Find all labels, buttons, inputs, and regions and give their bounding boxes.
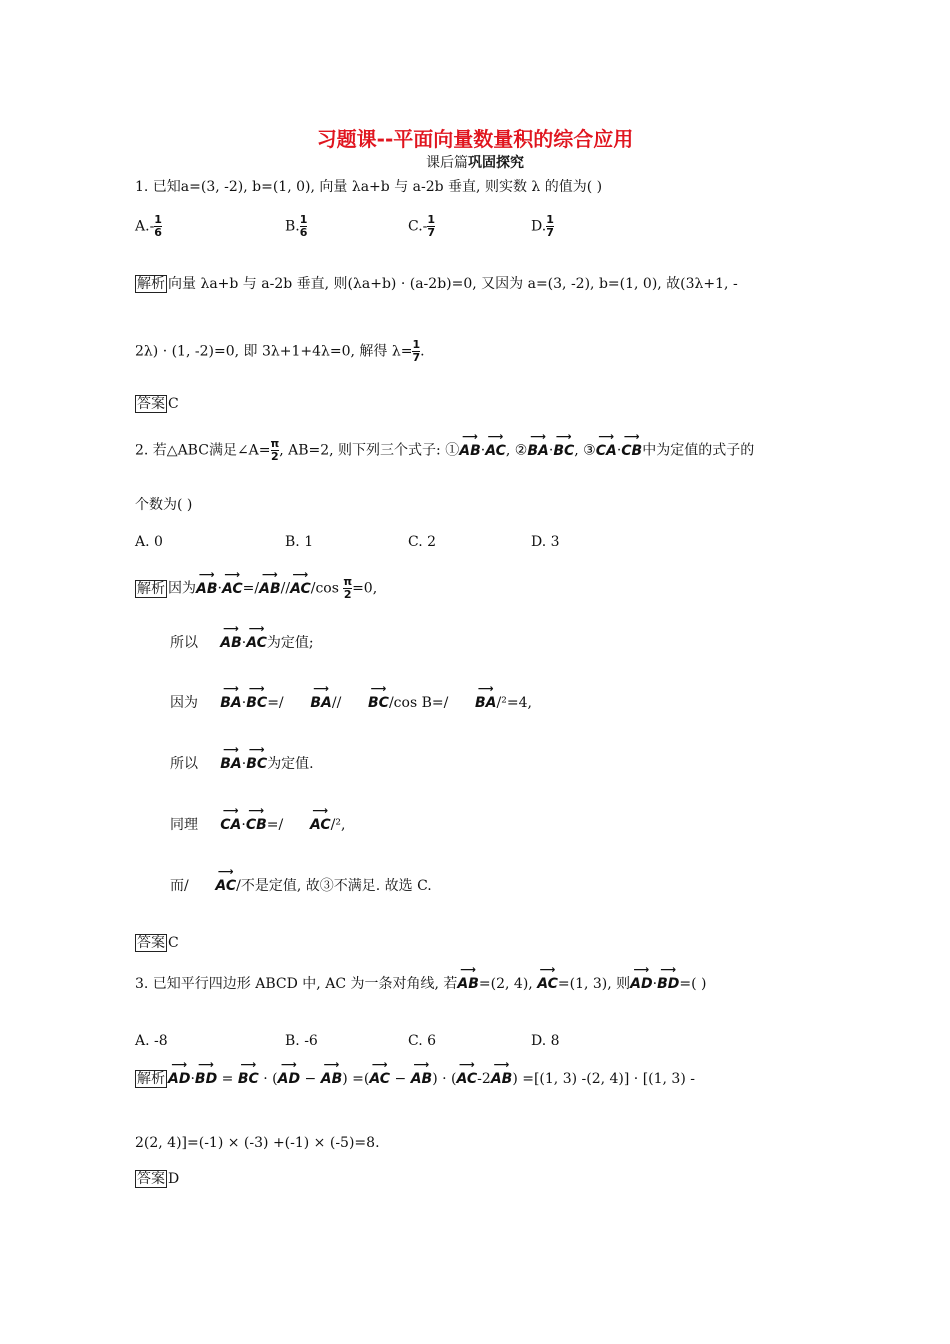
q3-option-d: D. 8 bbox=[531, 1033, 560, 1049]
vector-arrow-icon: ⟶ bbox=[222, 805, 239, 816]
vector-arrow-icon: ⟶ bbox=[460, 964, 477, 975]
vector-arrow-icon: ⟶ bbox=[280, 1059, 297, 1070]
vector-ad: AD ⟶ bbox=[277, 1059, 301, 1087]
vector-arrow-icon: ⟶ bbox=[198, 568, 215, 580]
vector-arrow-icon: ⟶ bbox=[633, 964, 650, 975]
vector-arrow-icon: ⟶ bbox=[223, 744, 239, 755]
vector-ac: AC ⟶ bbox=[456, 1059, 478, 1087]
vector-ba: BA ⟶ bbox=[310, 683, 332, 711]
vector-ac: AC ⟶ bbox=[537, 964, 558, 992]
vector-arrow-icon: ⟶ bbox=[371, 1059, 388, 1070]
q2-option-a: A. 0 bbox=[135, 534, 163, 550]
q2-step3: 所以 BA ⟶ ·BC ⟶ 为定值. bbox=[170, 744, 314, 772]
page-title: 习题课--平面向量数量积的综合应用 bbox=[316, 127, 634, 151]
q2-answer: 答案 C bbox=[137, 935, 179, 951]
vector-ba: BA ⟶ bbox=[220, 683, 242, 711]
vector-ab: AB ⟶ bbox=[410, 1059, 433, 1087]
q1-option-a: A.- $\frac{1}{6}$ bbox=[135, 213, 162, 239]
q2-step2: 因为 BA ⟶ ·BC ⟶ =/ BA ⟶ // BC ⟶ /cos B=/ BA ⟶ /²=4, bbox=[170, 683, 532, 711]
vector-arrow-icon: ⟶ bbox=[458, 1059, 475, 1070]
vector-arrow-icon: ⟶ bbox=[530, 430, 546, 442]
analysis-tag: 解析 bbox=[137, 276, 165, 292]
vector-arrow-icon: ⟶ bbox=[477, 683, 494, 694]
vector-ba: BA ⟶ bbox=[527, 430, 549, 459]
vector-arrow-icon: ⟶ bbox=[370, 683, 387, 694]
vector-ab: AB ⟶ bbox=[196, 568, 218, 597]
vector-arrow-icon: ⟶ bbox=[223, 683, 239, 694]
q1-stem: 1. 已知a=(3, -2), b=(1, 0), 向量 λa+b 与 a-2b 垂直, 则实数 λ 的值为( ) bbox=[135, 179, 603, 195]
vector-arrow-icon: ⟶ bbox=[598, 430, 615, 442]
q2-analysis: 解析 因为AB ⟶ ·AC ⟶ =/AB ⟶ //AC ⟶ /cos $\frac{\pi}{2}$ =0, bbox=[137, 568, 378, 601]
vector-arrow-icon: ⟶ bbox=[555, 430, 572, 442]
vector-ac: AC ⟶ bbox=[290, 568, 311, 597]
q1-option-c: C.- $\frac{1}{7}$ bbox=[408, 213, 436, 239]
vector-ab: AB ⟶ bbox=[459, 430, 481, 459]
vector-ac: AC ⟶ bbox=[369, 1059, 391, 1087]
vector-cb: CB ⟶ bbox=[621, 430, 643, 459]
answer-tag: 答案 bbox=[137, 396, 165, 412]
q3-option-b: B. -6 bbox=[285, 1033, 318, 1049]
answer-tag: 答案 bbox=[137, 1171, 165, 1187]
q3-option-c: C. 6 bbox=[408, 1033, 437, 1049]
vector-arrow-icon: ⟶ bbox=[171, 1059, 188, 1070]
vector-bd: BD ⟶ bbox=[657, 964, 680, 992]
q1-analysis-line2: 2λ) · (1, -2)=0, 即 3λ+1+4λ=0, 解得 λ= $\frac{1}{7}$ . bbox=[135, 338, 425, 364]
vector-bc: BC ⟶ bbox=[246, 683, 268, 711]
vector-bd: BD ⟶ bbox=[194, 1059, 218, 1087]
vector-arrow-icon: ⟶ bbox=[292, 568, 309, 580]
vector-arrow-icon: ⟶ bbox=[248, 623, 265, 634]
q2-step5: 而/ AC ⟶ /不是定值, 故③不满足. 故选 C. bbox=[170, 866, 432, 894]
q3-answer: 答案 D bbox=[137, 1171, 180, 1187]
q2-step4: 同理 CA ⟶ ·CB ⟶ =/ AC ⟶ /², bbox=[170, 805, 346, 833]
vector-arrow-icon: ⟶ bbox=[312, 805, 329, 816]
vector-arrow-icon: ⟶ bbox=[493, 1059, 510, 1070]
vector-ad: AD ⟶ bbox=[168, 1059, 191, 1087]
vector-ac: AC ⟶ bbox=[246, 623, 267, 651]
vector-arrow-icon: ⟶ bbox=[248, 744, 265, 755]
q1-option-d: D. $\frac{1}{7}$ bbox=[531, 213, 554, 239]
vector-bc: BC ⟶ bbox=[237, 1059, 259, 1087]
q2-step1: 所以 AB ⟶ ·AC ⟶ 为定值; bbox=[170, 623, 314, 651]
vector-ba: BA ⟶ bbox=[220, 744, 242, 772]
vector-ab: AB ⟶ bbox=[220, 623, 242, 651]
q1-option-b: B. $\frac{1}{6}$ bbox=[285, 213, 308, 239]
q2-option-c: C. 2 bbox=[408, 534, 437, 550]
q2-option-d: D. 3 bbox=[531, 534, 560, 550]
vector-arrow-icon: ⟶ bbox=[198, 1059, 214, 1070]
vector-ab: AB ⟶ bbox=[320, 1059, 343, 1087]
vector-ad: AD ⟶ bbox=[630, 964, 653, 992]
vector-ac: AC ⟶ bbox=[309, 805, 331, 833]
vector-arrow-icon: ⟶ bbox=[660, 964, 677, 975]
vector-arrow-icon: ⟶ bbox=[261, 568, 278, 580]
vector-bc: BC ⟶ bbox=[246, 744, 268, 772]
vector-ac: AC ⟶ bbox=[215, 866, 237, 894]
vector-arrow-icon: ⟶ bbox=[217, 866, 234, 877]
q2-stem: 2. 若△ABC满足∠A= $\frac{\pi}{2}$ , AB=2, 则下列三个式子: ①AB ⟶ ·AC ⟶ , ②BA ⟶ ·BC ⟶ , ③CA ⟶ ·CB ⟶ 中为定值的式子的 bbox=[135, 430, 755, 463]
vector-ab: AB ⟶ bbox=[490, 1059, 513, 1087]
vector-ab: AB ⟶ bbox=[259, 568, 281, 597]
analysis-tag: 解析 bbox=[137, 1071, 165, 1087]
vector-cb: CB ⟶ bbox=[245, 805, 267, 833]
q3-analysis-line2: 2(2, 4)]=(-1) × (-3) +(-1) × (-5)=8. bbox=[135, 1135, 380, 1151]
vector-arrow-icon: ⟶ bbox=[413, 1059, 430, 1070]
vector-arrow-icon: ⟶ bbox=[487, 430, 504, 442]
q3-stem: 3. 已知平行四边形 ABCD 中, AC 为一条对角线, 若AB ⟶ =(2, 4), AC ⟶ =(1, 3), 则AD ⟶ ·BD ⟶ =( ) bbox=[135, 964, 707, 992]
page-subtitle: 课后篇巩固探究 bbox=[426, 155, 524, 171]
vector-bc: BC ⟶ bbox=[553, 430, 575, 459]
q3-option-a: A. -8 bbox=[135, 1033, 168, 1049]
answer-tag: 答案 bbox=[137, 935, 165, 951]
vector-ac: AC ⟶ bbox=[221, 568, 243, 597]
vector-ba: BA ⟶ bbox=[475, 683, 497, 711]
q2-option-b: B. 1 bbox=[285, 534, 314, 550]
vector-arrow-icon: ⟶ bbox=[248, 805, 265, 816]
vector-ac: AC ⟶ bbox=[485, 430, 506, 459]
vector-bc: BC ⟶ bbox=[368, 683, 389, 711]
q1-answer: 答案 C bbox=[137, 396, 179, 412]
vector-arrow-icon: ⟶ bbox=[623, 430, 640, 442]
vector-arrow-icon: ⟶ bbox=[539, 964, 556, 975]
vector-arrow-icon: ⟶ bbox=[240, 1059, 257, 1070]
vector-arrow-icon: ⟶ bbox=[224, 568, 241, 580]
vector-ca: CA ⟶ bbox=[595, 430, 617, 459]
vector-ca: CA ⟶ bbox=[220, 805, 242, 833]
vector-arrow-icon: ⟶ bbox=[323, 1059, 340, 1070]
q1-analysis-line1: 解析 向量 λa+b 与 a-2b 垂直, 则(λa+b) · (a-2b)=0, 又因为 a=(3, -2), b=(1, 0), 故(3λ+1, - bbox=[137, 276, 738, 292]
vector-ab: AB ⟶ bbox=[457, 964, 479, 992]
vector-arrow-icon: ⟶ bbox=[313, 683, 329, 694]
q3-analysis-line1: 解析 AD ⟶ ·BD ⟶ = BC ⟶ · (AD ⟶ − AB ⟶ ) =(AC ⟶ − AB ⟶ ) · (AC ⟶ -2AB ⟶ ) =[(1, 3) -(2, 4)] · [(1, 3) - bbox=[137, 1059, 695, 1087]
q2-stem-line2: 个数为( ) bbox=[135, 497, 193, 513]
vector-arrow-icon: ⟶ bbox=[462, 430, 478, 442]
vector-arrow-icon: ⟶ bbox=[248, 683, 265, 694]
vector-arrow-icon: ⟶ bbox=[223, 623, 239, 634]
analysis-tag: 解析 bbox=[137, 580, 165, 597]
